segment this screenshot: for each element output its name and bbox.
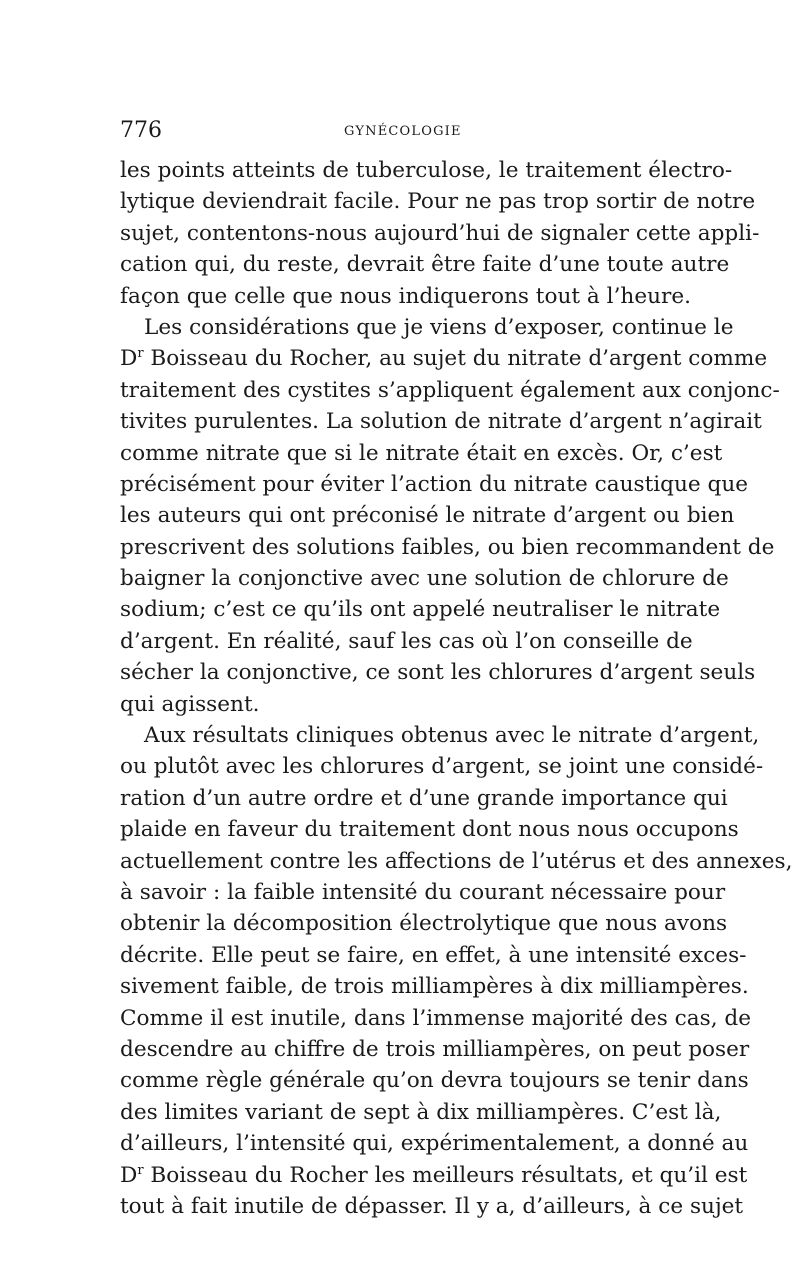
running-title: GYNÉCOLOGIE [344, 124, 462, 139]
text-line: qui agissent. [120, 691, 260, 717]
text-line: prescrivent des solutions faibles, ou bien recommandent de [120, 534, 775, 560]
text-line: les points atteints de tuberculose, le traitement électro- [120, 158, 733, 183]
text-line: sivement faible, de trois milliampères à dix milliampères. [120, 974, 749, 1000]
text-line: baigner la conjonctive avec une solution de chlorure de [120, 566, 729, 592]
text-line: sujet, contentons-nous aujourd’hui de signaler cette appli- [120, 220, 760, 246]
text-line: sodium; c’est ce qu’ils ont appelé neutraliser le nitrate [120, 597, 721, 623]
text-line: tout à fait inutile de dépasser. Il y a, d’ailleurs, à ce sujet [120, 1193, 744, 1219]
paragraph-start-line: Aux résultats cliniques obtenus avec le nitrate d’argent, [144, 723, 760, 749]
text-line: décrite. Elle peut se faire, en effet, à une intensité exces- [120, 942, 747, 968]
paragraph-start-line: Les considérations que je viens d’exposer, continue le [144, 314, 734, 340]
running-head [120, 118, 684, 148]
text-line: lytique deviendrait facile. Pour ne pas trop sortir de notre [120, 189, 756, 215]
text-line: façon que celle que nous indiquerons tout à l’heure. [120, 283, 691, 309]
text-line: $D^r$ Boisseau du Rocher, au sujet du nitrate d’argent comme [120, 346, 768, 372]
text-line: d’ailleurs, l’intensité qui, expérimentalement, a donné au [120, 1131, 749, 1157]
text-line: cation qui, du reste, devrait être faite d’une toute autre [120, 252, 730, 278]
text-line: obtenir la décomposition électrolytique que nous avons [120, 911, 728, 937]
text-line: descendre au chiffre de trois milliampères, on peut poser [120, 1036, 750, 1062]
text-line: ou plutôt avec les chlorures d’argent, se joint une considé- [120, 754, 764, 780]
text-line: à savoir : la faible intensité du courant nécessaire pour [120, 879, 726, 905]
text-line: des limites variant de sept à dix milliampères. C’est là, [120, 1099, 722, 1125]
text-line: précisément pour éviter l’action du nitrate caustique que [120, 471, 749, 497]
text-line: sécher la conjonctive, ce sont les chlorures d’argent seuls [120, 660, 756, 686]
text-line: les auteurs qui ont préconisé le nitrate d’argent ou bien [120, 503, 735, 529]
body-text [120, 155, 793, 1222]
text-line: comme règle générale qu’on devra toujours se tenir dans [120, 1068, 749, 1094]
text-line: tivites purulentes. La solution de nitrate d’argent n’agirait [120, 409, 762, 435]
text-line: d’argent. En réalité, sauf les cas où l’on conseille de [120, 628, 693, 654]
text-line: Comme il est inutile, dans l’immense majorité des cas, de [120, 1005, 752, 1031]
text-line: ration d’un autre ordre et d’une grande importance qui [120, 785, 728, 811]
text-line: traitement des cystites s’appliquent également aux conjonc- [120, 377, 780, 403]
text-line: comme nitrate que si le nitrate était en excès. Or, c’est [120, 440, 723, 466]
text-line: $D^r$ Boisseau du Rocher les meilleurs résultats, et qu’il est [120, 1162, 748, 1188]
page-number: 776 [120, 118, 162, 143]
text-line: plaide en faveur du traitement dont nous nous occupons [120, 817, 739, 843]
text-line: actuellement contre les affections de l’utérus et des annexes, [120, 848, 793, 874]
